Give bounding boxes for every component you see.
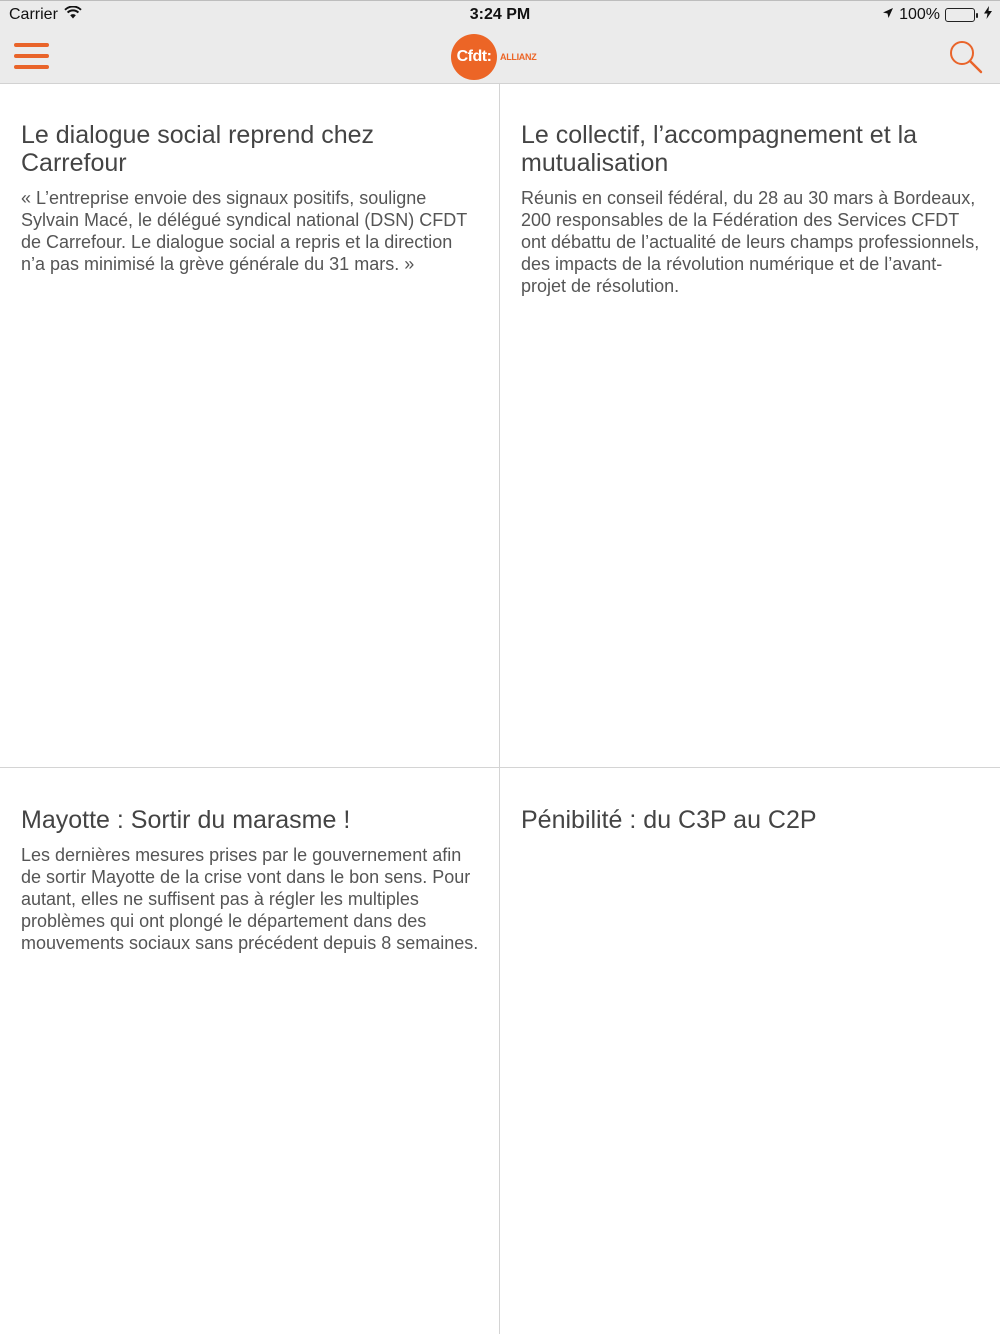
article-card[interactable] xyxy=(21,121,481,275)
search-icon[interactable] xyxy=(948,39,984,75)
article-card[interactable] xyxy=(521,806,981,844)
article-title: Mayotte : Sortir du marasme ! xyxy=(21,806,351,834)
top-chrome xyxy=(0,0,1000,84)
logo-badge: Cfdt: xyxy=(451,34,497,80)
article-summary: Les dernières mesures prises par le gouvernement afin de sortir Mayotte de la crise vont dans le bon sens. Pour autant, elles ne suffisent pas à régler les multiples problèmes qui ont plongé le département dans des mouvements sociaux sans précédent depuis 8 semaines. xyxy=(21,845,479,953)
logo-subtitle: ALLIANZ xyxy=(500,52,537,62)
article-summary: Réunis en conseil fédéral, du 28 au 30 mars à Bordeaux, 200 responsables de la Fédération des Services CFDT ont débattu de l’actualité de leurs champs professionnels, des impacts de la révolution numérique et de l’avant-projet de résolution. xyxy=(521,188,980,296)
article-title: Le collectif, l’accompagnement et la mutualisation xyxy=(521,121,918,177)
article-summary: « L’entreprise envoie des signaux positifs, souligne Sylvain Macé, le délégué syndical national (DSN) CFDT de Carrefour. Le dialogue social a repris et la direction n’a pas minimisé la grève générale du 31 mars. » xyxy=(21,188,467,274)
carrier-label: Carrier xyxy=(9,6,58,23)
battery-icon xyxy=(945,8,975,22)
column-divider xyxy=(499,84,500,1334)
hamburger-menu-icon[interactable] xyxy=(14,43,50,71)
status-time: 3:24 PM xyxy=(469,6,531,23)
navigation-bar xyxy=(0,29,1000,85)
article-card[interactable] xyxy=(521,121,981,297)
row-divider xyxy=(0,767,1000,768)
article-title: Pénibilité : du C3P au C2P xyxy=(521,806,817,834)
status-bar xyxy=(0,1,1000,29)
articles-grid xyxy=(0,84,1000,1334)
location-arrow-icon xyxy=(882,6,894,24)
article-card[interactable] xyxy=(21,806,481,954)
article-title: Le dialogue social reprend chez Carrefour xyxy=(21,121,375,177)
battery-percent: 100% xyxy=(899,6,940,23)
charging-bolt-icon xyxy=(984,6,992,24)
app-logo[interactable] xyxy=(451,33,541,81)
